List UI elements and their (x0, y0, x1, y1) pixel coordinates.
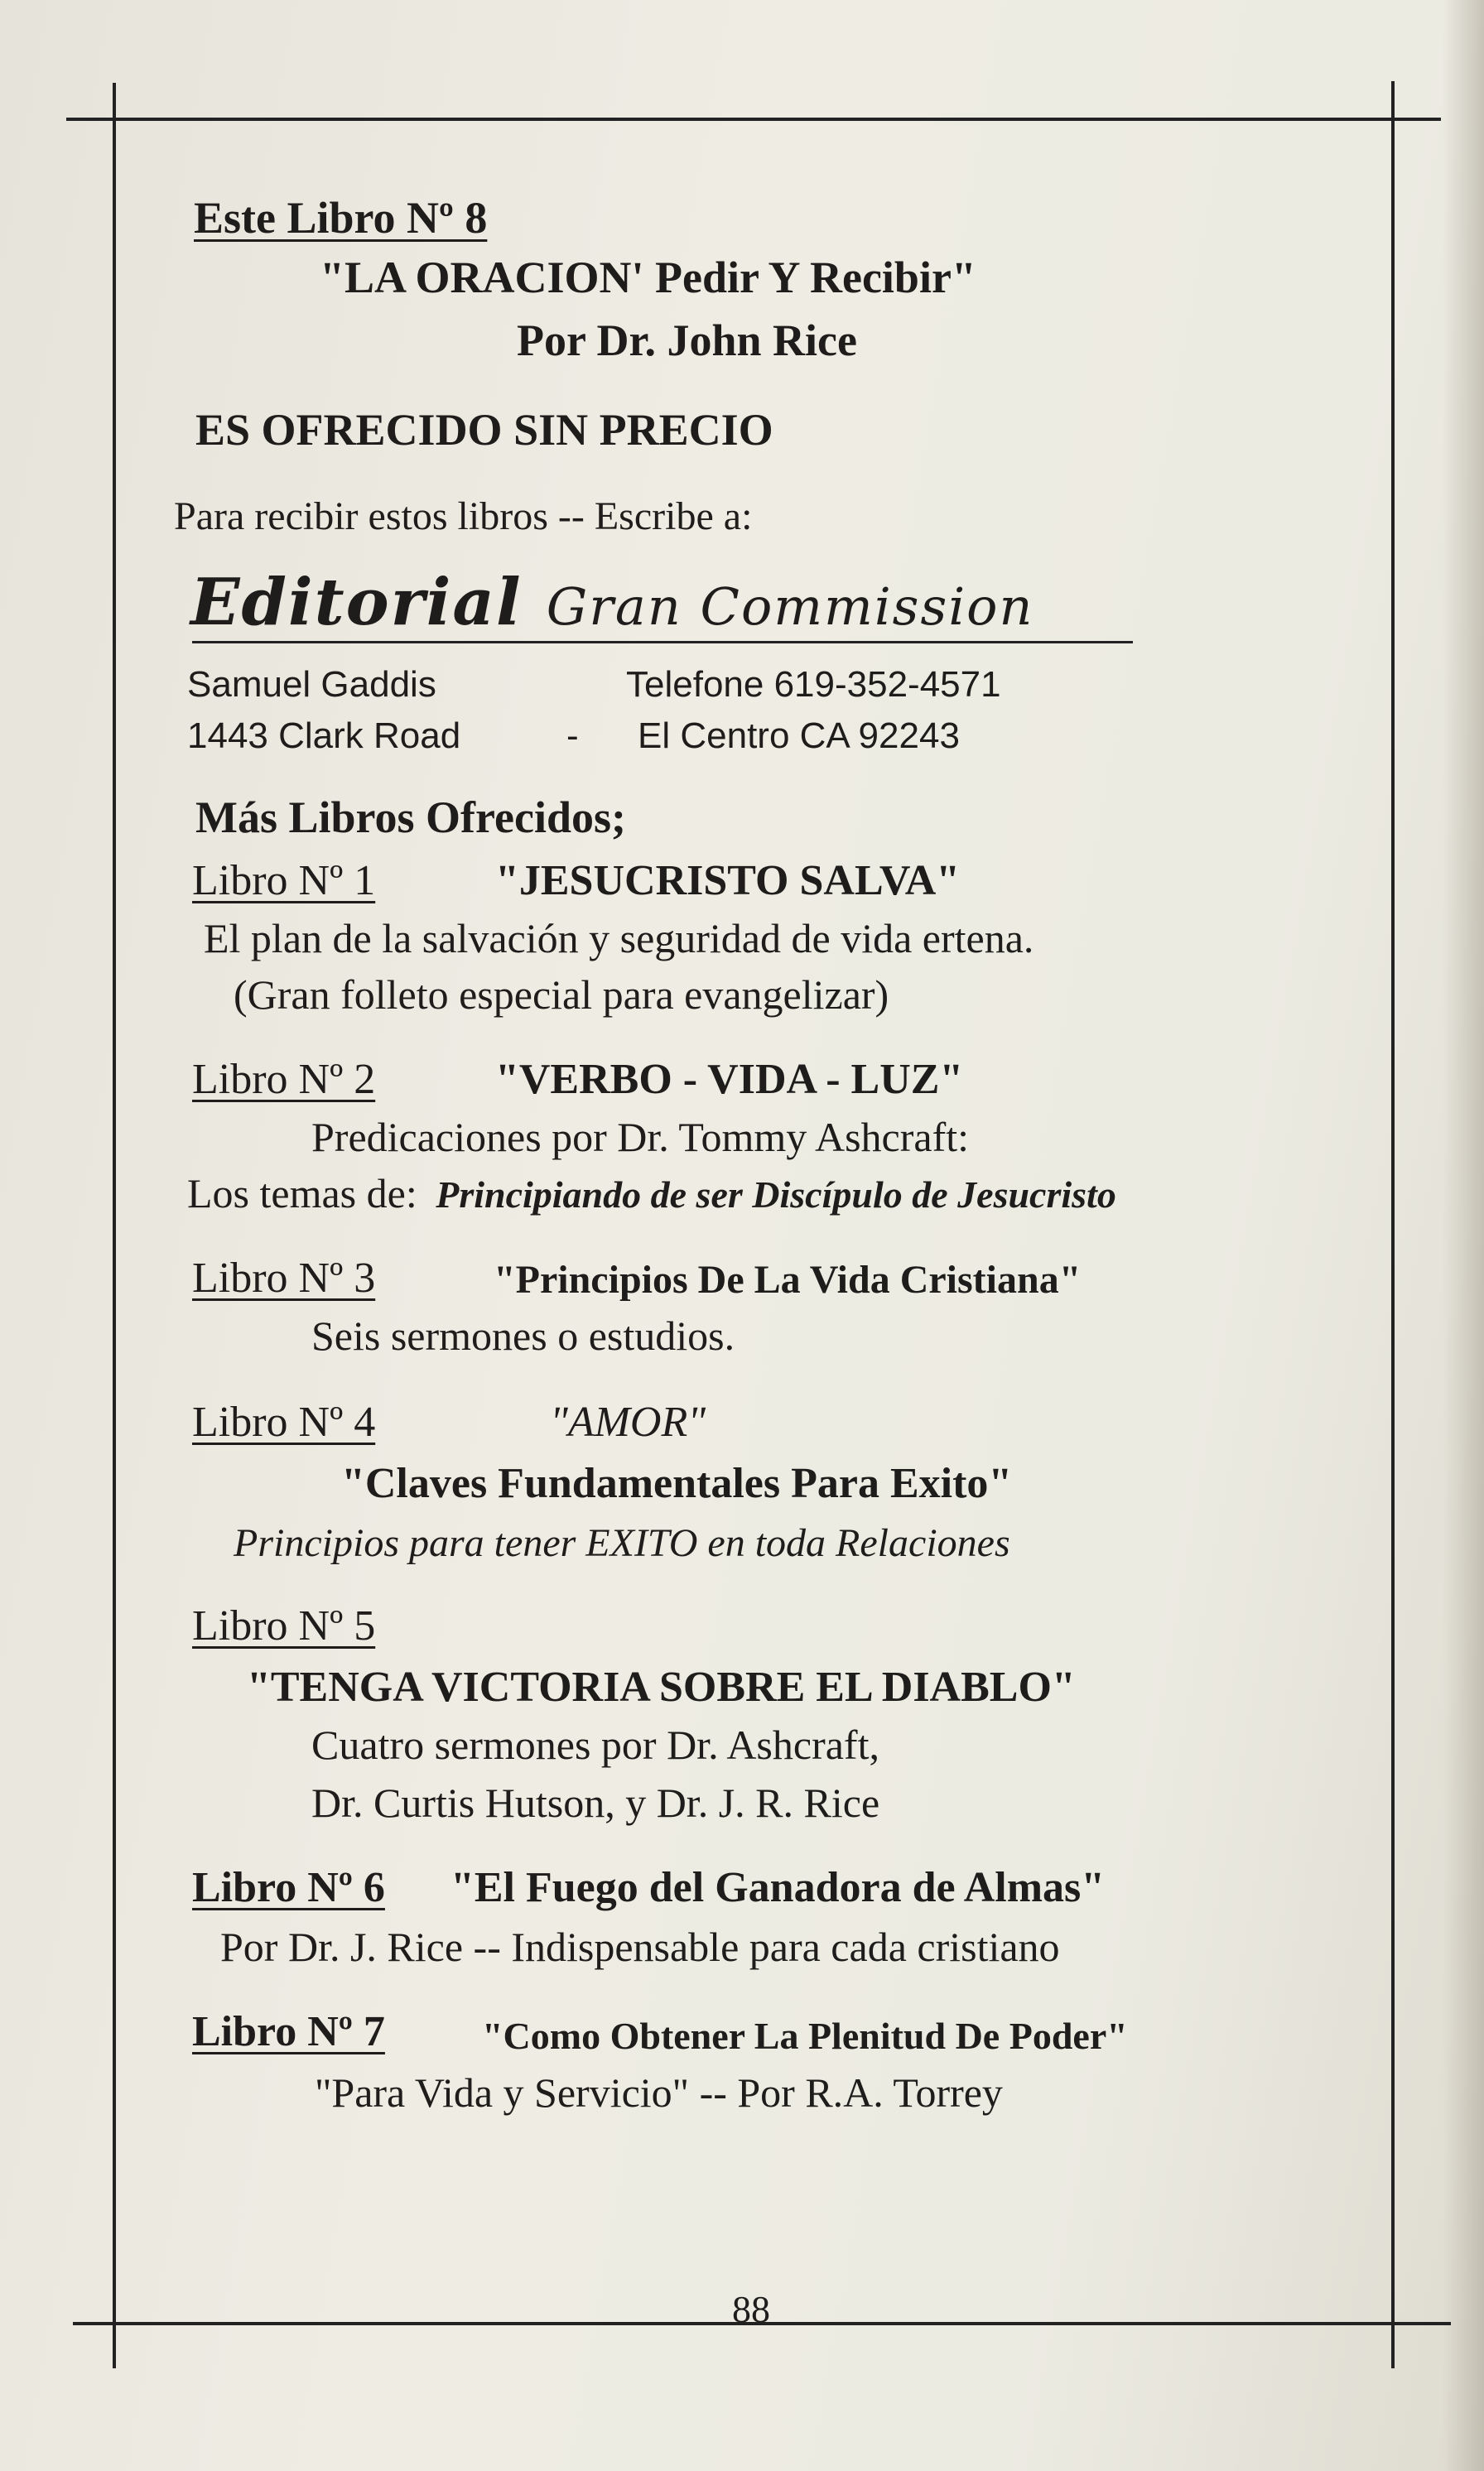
publisher-logo-rest: Gran Commission (546, 576, 1034, 637)
free-offer-heading: ES OFRECIDO SIN PRECIO (195, 405, 773, 455)
contact-address: 1443 Clark Road (187, 715, 461, 756)
book-1-note: (Gran folleto especial para evangelizar) (234, 971, 889, 1018)
book-3-description: Seis sermones o estudios. (311, 1313, 735, 1359)
contact-city: El Centro CA 92243 (638, 715, 960, 756)
book-3-title: "Principios De La Vida Cristiana" (494, 1258, 1082, 1302)
book-2-title: "VERBO - VIDA - LUZ" (495, 1056, 964, 1103)
contact-separator: - (566, 715, 579, 756)
logo-underline (192, 641, 1133, 643)
book-7-label: Libro Nº 7 (192, 2008, 385, 2055)
book-1-title: "JESUCRISTO SALVA" (495, 857, 961, 904)
book-2-topics-prefix: Los temas de: (187, 1170, 417, 1216)
book-6-title: "El Fuego del Ganadora de Almas" (450, 1864, 1106, 1911)
contact-name: Samuel Gaddis (187, 664, 436, 705)
current-book-author: Por Dr. John Rice (517, 315, 857, 365)
book-4-description: Principios para tener EXITO en toda Relaciones (234, 1521, 1010, 1565)
contact-phone: Telefone 619-352-4571 (626, 664, 1001, 705)
book-6-description: Por Dr. J. Rice -- Indispensable para cada cristiano (220, 1924, 1060, 1970)
book-2-topics-italic: Principiando de ser Discípulo de Jesucristo (436, 1173, 1116, 1216)
book-2-topics (187, 1169, 1116, 1217)
publisher-logo-main: Editorial (190, 565, 523, 640)
book-5-authors: Dr. Curtis Hutson, y Dr. J. R. Rice (311, 1780, 880, 1826)
book-4-subtitle: "Claves Fundamentales Para Exito" (341, 1460, 1013, 1507)
book-4-title: "AMOR" (550, 1399, 706, 1446)
more-books-heading: Más Libros Ofrecidos; (195, 792, 626, 842)
book-5-label: Libro Nº 5 (192, 1602, 376, 1650)
book-1-label: Libro Nº 1 (192, 857, 376, 904)
book-4-label: Libro Nº 4 (192, 1399, 376, 1446)
current-book-label: Este Libro Nº 8 (194, 193, 488, 243)
current-book-title: "LA ORACION' Pedir Y Recibir" (320, 253, 976, 302)
order-instruction: Para recibir estos libros -- Escribe a: (174, 494, 753, 538)
book-7-description: "Para Vida y Servicio" -- Por R.A. Torrey (315, 2069, 1003, 2116)
book-7-title: "Como Obtener La Plenitud De Poder" (482, 2015, 1128, 2057)
page-number: 88 (732, 2288, 770, 2330)
book-2-description: Predicaciones por Dr. Tommy Ashcraft: (311, 1114, 970, 1160)
book-5-title: "TENGA VICTORIA SOBRE EL DIABLO" (247, 1664, 1076, 1711)
book-5-description: Cuatro sermones por Dr. Ashcraft, (311, 1722, 879, 1768)
book-2-label: Libro Nº 2 (192, 1056, 376, 1103)
book-6-label: Libro Nº 6 (192, 1864, 385, 1911)
book-3-label: Libro Nº 3 (192, 1255, 376, 1302)
publisher-logo (190, 565, 1034, 640)
book-1-description: El plan de la salvación y seguridad de vida ertena. (204, 915, 1034, 961)
